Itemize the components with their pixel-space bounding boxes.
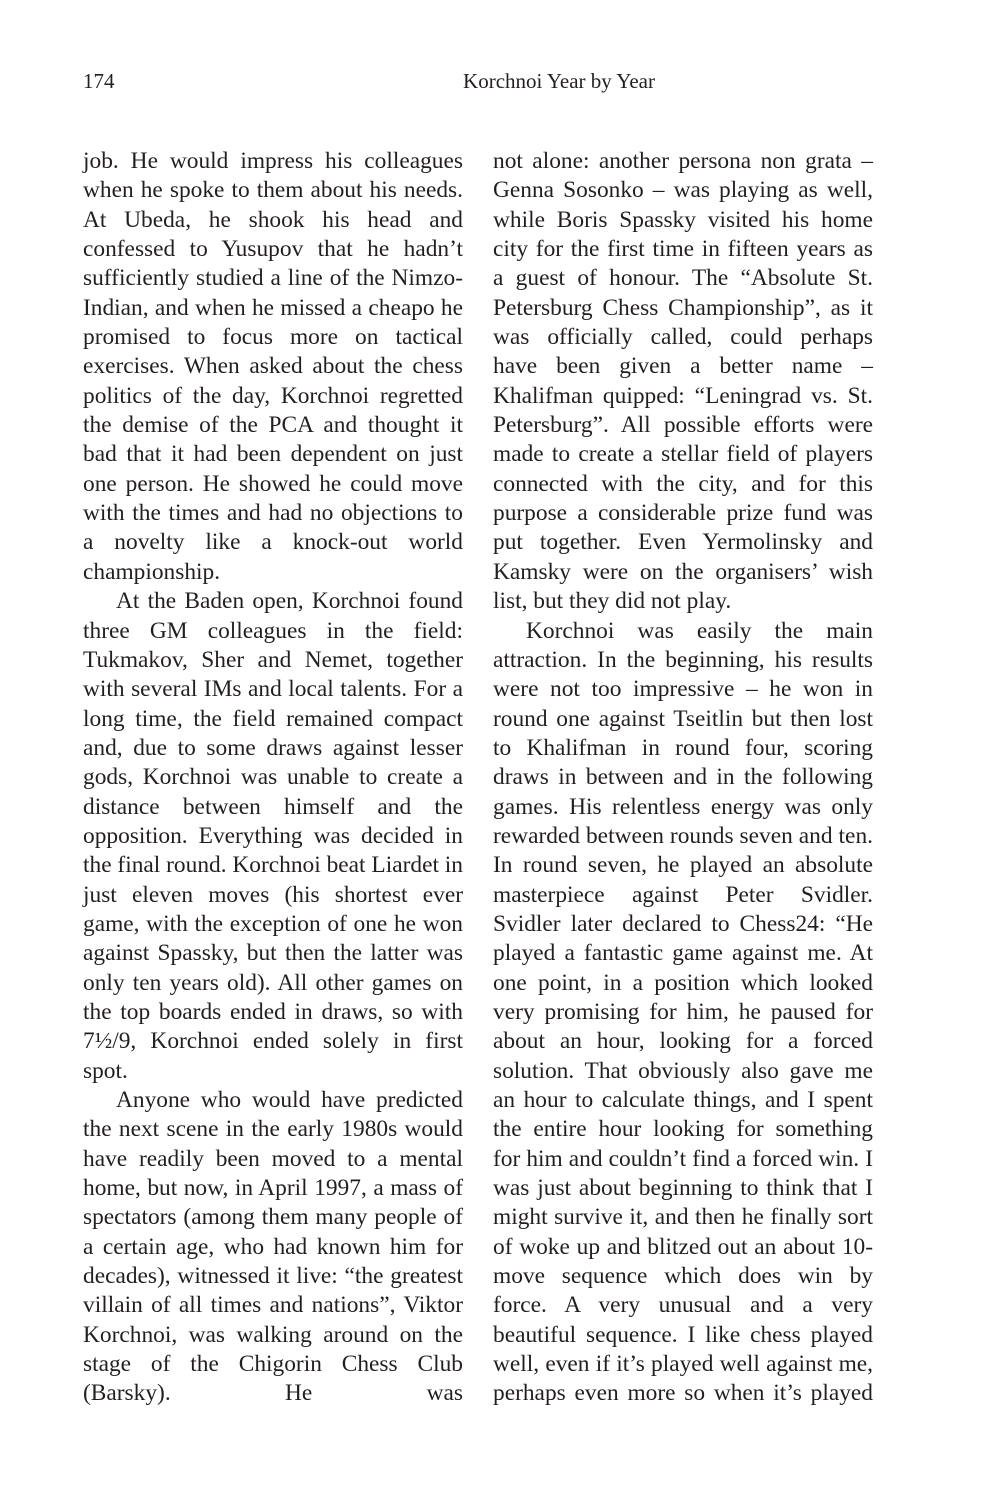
page-number: 174	[83, 69, 115, 93]
running-title: Korchnoi Year by Year	[463, 69, 655, 93]
paragraph: Korchnoi was easily the main attraction. In the beginning, his results were not too impressive – he won in round one against Tseitlin but then lost to Khalifman in round four, scoring draws in between and in the following games. His relentless energy was only rewarded between rounds seven and ten. In round seven, he played an absolute masterpiece against Peter Svidler. Svidler later declared to Chess24: “He played a fantastic game against me. At one point, in a position which looked very promising for him, he paused for about an hour, looking for a forced solution. That obviously also gave me an hour to calculate things, and I spent the entire hour looking for something for him and couldn’t find a forced win. I was just about beginning to think that I might survive it, and then he finally sort of woke up and blitzed out an about 10-move sequence which does win by force. A very unusual and a very beautiful sequence. I like chess played well, even if it’s played well against me, perhaps even more so when it’s played	[493, 617, 873, 1407]
paragraph: job. He would impress his colleagues when he spoke to them about his needs. At Ubeda, he shook his head and confessed to Yusupov that he hadn’t sufficiently studied a line of the Nimzo-Indian, and when he missed a cheapo he promised to focus more on tactical exercises. When asked about the chess politics of the day, Korchnoi regretted the demise of the PCA and thought it bad that it had been dependent on just one person. He showed he could move with the times and had no objections to a novelty like a knock-out world championship.	[83, 148, 463, 585]
paragraph: not alone: another persona non grata – Genna Sosonko – was playing as well, while Boris Spassky visited his home city for the first time in fifteen years as a guest of honour. The “Absolute St. Petersburg Chess Championship”, as it was officially called, could perhaps have been given a better name – Khalifman quipped: “Leningrad vs. St. Petersburg”. All possible efforts were made to create a stellar field of players connected with the city, and for this purpose a considerable prize fund was put together. Even Yermolinsky and Kamsky were on the organisers’ wish list, but they did not play.	[493, 148, 873, 615]
left-column	[83, 147, 463, 1409]
paragraph: At the Baden open, Korchnoi found three GM colleagues in the field: Tukmakov, Sher and Nemet, together with several IMs and local talents. For a long time, the field remained compact and, due to some draws against lesser gods, Korchnoi was unable to create a distance between himself and the opposition. Everything was decided in the final round. Korchnoi beat Liardet in just eleven moves (his shortest ever game, with the exception of one he won against Spassky, but then the latter was only ten years old). All other games on the top boards ended in draws, so with 7½/9, Korchnoi ended solely in first spot.	[83, 588, 463, 1084]
page-header	[83, 66, 870, 96]
right-column	[493, 147, 873, 1409]
paragraph: Anyone who would have predicted the next scene in the early 1980s would have readily been moved to a mental home, but now, in April 1997, a mass of spectators (among them many people of a certain age, who had known him for decades), witnessed it live: “the greatest villain of all times and nations”, Viktor Korchnoi, was walking around on the stage of the Chigorin Chess Club (Barsky). He was	[83, 1087, 463, 1407]
